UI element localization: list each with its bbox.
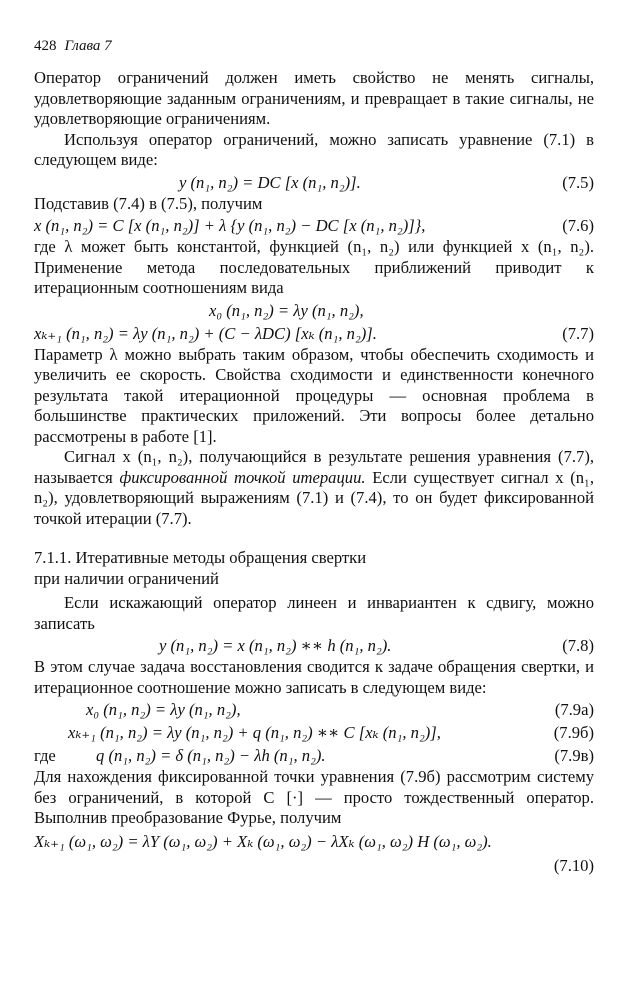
paragraph: где λ может быть константой, функцией (n₁, n₂) или функцией x (n₁, n₂). Применение метода последовательных приближений приводит к итерационным соотношениям вида [34,237,594,297]
equation-number: (7.9б) [553,723,594,742]
equation-body: x (n₁, n₂) = C [x (n₁, n₂)] + λ {y (n₁, n₂) − DC [x (n₁, n₂)]}, [34,216,426,235]
equation-body: xₖ₊₁ (n₁, n₂) = λy (n₁, n₂) + q (n₁, n₂) ∗∗ C [xₖ (n₁, n₂)], [68,723,441,742]
equation-number: (7.9а) [554,700,594,719]
paragraph: Если искажающий оператор линеен и инвариантен к сдвигу, можно записать [34,593,594,633]
equation-7-10 [34,829,594,854]
equation-number: (7.8) [562,636,594,655]
page-body [34,68,594,877]
page-number: 428 [34,38,57,54]
equation-body: x₀ (n₁, n₂) = λy (n₁, n₂), [209,300,364,320]
equation-body: y (n₁, n₂) = x (n₁, n₂) ∗∗ h (n₁, n₂). [159,636,392,655]
equation-7-6 [34,214,594,237]
equation-label: где [34,746,56,765]
equation-7-9c [34,744,594,767]
equation-number: (7.9в) [554,746,594,765]
paragraph-text: Сигнал x (n₁, n₂), получающийся в результате решения уравнения (7.7), называется [34,447,594,487]
equation-number: (7.5) [562,172,594,192]
chapter-title: Глава 7 [64,38,112,54]
equation-body: q (n₁, n₂) = δ (n₁, n₂) − λh (n₁, n₂). [96,746,326,765]
paragraph: Подставив (7.4) в (7.5), получим [34,193,263,213]
equation-number: (7.7) [562,323,594,343]
equation-body: y (n₁, n₂) = DC [x (n₁, n₂)]. [179,172,361,192]
section-heading [34,547,594,589]
emphasized-term: фиксированной точкой итерации. [119,467,366,487]
equation-number: (7.6) [562,216,594,235]
paragraph: В этом случае задача восстановления сводится к задаче обращения свертки, и итерационное соотношение можно записать в следующем виде: [34,657,594,697]
equation-7-7a [34,299,594,322]
section-heading-line: при наличии ограничений [34,569,219,588]
equation-body: xₖ₊₁ (n₁, n₂) = λy (n₁, n₂) + (C − λDC) [xₖ (n₁, n₂)]. [34,323,377,343]
section-heading-line: 7.1.1. Итеративные методы обращения свертки [34,548,367,567]
equation-body: x₀ (n₁, n₂) = λy (n₁, n₂), [86,700,241,719]
equation-7-7b [34,322,594,345]
equation-7-5 [34,171,594,194]
paragraph: Для нахождения фиксированной точки уравнения (7.9б) рассмотрим систему без ограничений, в которой C [·] — просто тождественный оператор. Выполнив преобразование Фурье, получим [34,767,594,827]
equation-7-8 [34,634,594,657]
equation-7-9a [34,698,594,721]
equation-body: Xₖ₊₁ (ω₁, ω₂) = λY (ω₁, ω₂) + Xₖ (ω₁, ω₂) − λXₖ (ω₁, ω₂) H (ω₁, ω₂). [34,831,492,851]
equation-7-10-number-row [34,854,594,877]
equation-number: (7.10) [553,855,594,875]
paragraph [34,447,594,529]
paragraph-text: Если существует сигнал x (n₁, n₂), удовлетворяющий выражениям (7.1) и (7.4), то он будет фиксированной точкой итерации (7.7). [34,467,594,528]
equation-7-9b [34,721,594,744]
paragraph: Используя оператор ограничений, можно записать уравнение (7.1) в следующем виде: [34,129,594,169]
paragraph: Параметр λ можно выбрать таким образом, чтобы обеспечить сходимость и увеличить ее скорость. Свойства сходимости и единственности конечного результата такой итерационной процедуры — основная проблема в большинстве практических приложений. Эти вопросы более детально рассмотрены в работе [1]. [34,344,594,446]
paragraph: Оператор ограничений должен иметь свойство не менять сигналы, удовлетворяющие заданным ограничениям, и превращает в такие сигналы, не удовлетворяющие ограничениям. [34,68,594,128]
running-header [34,38,112,55]
